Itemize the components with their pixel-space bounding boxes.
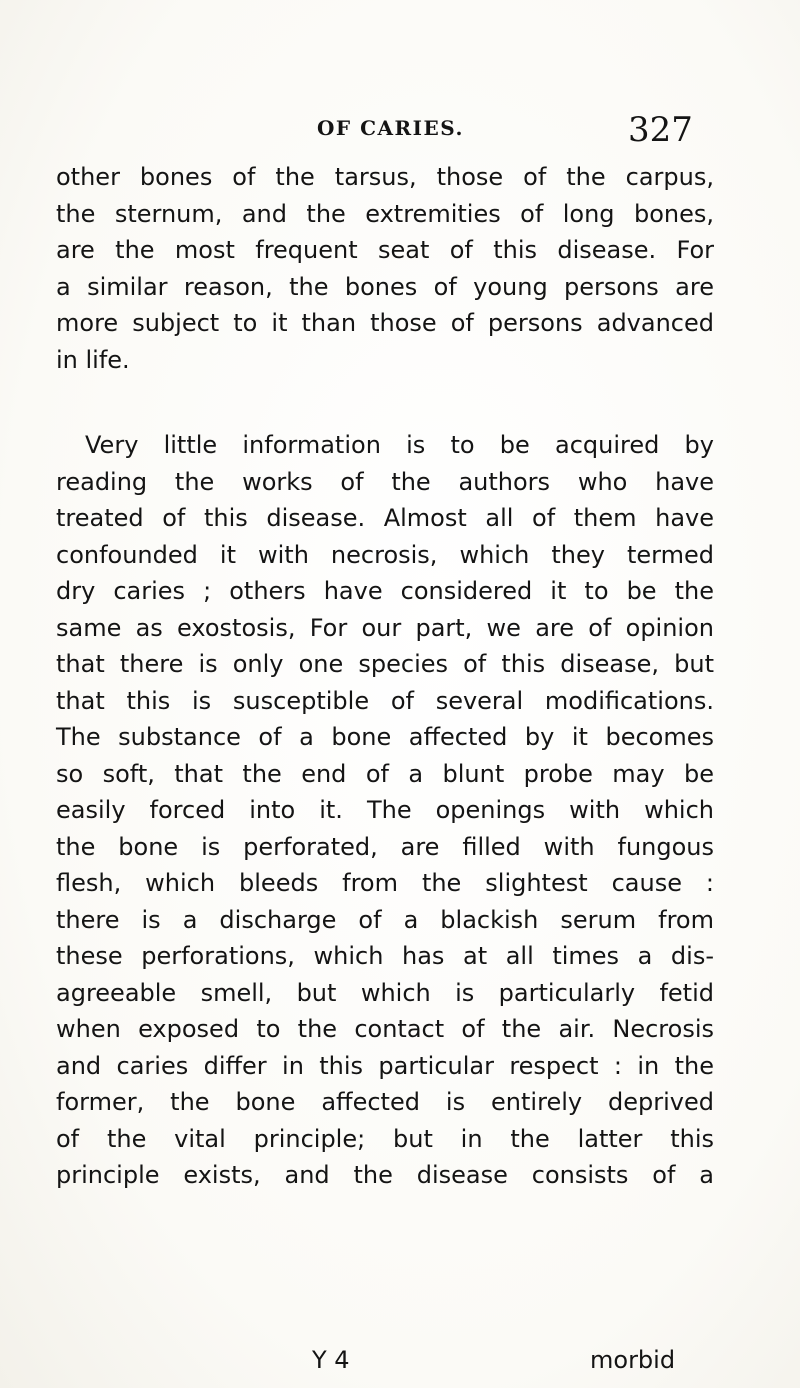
text-line: reading the works of the authors who have (56, 467, 714, 496)
text-line: principle exists, and the disease consists of a (56, 1161, 714, 1189)
text-line: the bone is perforated, are filled with fungous (56, 832, 714, 861)
text-line: confounded it with necrosis, which they termed (56, 540, 714, 569)
paragraph-1 (56, 159, 714, 378)
text-line: the sternum, and the extremities of long bones, (56, 199, 714, 228)
text-line: in life. (56, 345, 130, 374)
signature-mark: Y 4 (312, 1346, 350, 1374)
text-line: that there is only one species of this disease, but (56, 650, 714, 678)
text-line: more subject to it than those of persons advanced (56, 309, 714, 337)
paragraph-2 (56, 427, 714, 1194)
text-line: these perforations, which has at all times a dis- (56, 942, 714, 970)
text-line: a similar reason, the bones of young persons are (56, 272, 714, 301)
page-number: 327 (628, 110, 693, 150)
text-line: treated of this disease. Almost all of them have (56, 504, 714, 532)
text-line: other bones of the tarsus, those of the carpus, (56, 163, 714, 191)
catchword: morbid (590, 1346, 676, 1374)
text-line: that this is susceptible of several modifications. (56, 686, 714, 715)
text-line: flesh, which bleeds from the slightest cause : (56, 869, 714, 897)
text-line: The substance of a bone affected by it becomes (56, 723, 714, 751)
running-title: OF CARIES. (317, 116, 464, 140)
text-line: are the most frequent seat of this disease. For (56, 236, 714, 264)
text-line: of the vital principle; but in the latter this (56, 1124, 714, 1153)
text-line: when exposed to the contact of the air. Necrosis (56, 1015, 714, 1043)
text-line: easily forced into it. The openings with which (56, 796, 714, 824)
text-line: and caries differ in this particular respect : in the (56, 1051, 714, 1080)
text-line: dry caries ; others have considered it to be the (56, 577, 714, 605)
text-line: agreeable smell, but which is particularly fetid (56, 978, 714, 1007)
page-header (0, 110, 800, 156)
text-line: former, the bone affected is entirely deprived (56, 1088, 714, 1116)
text-line: same as exostosis, For our part, we are of opinion (56, 613, 714, 642)
text-line: so soft, that the end of a blunt probe may be (56, 759, 714, 788)
text-line: there is a discharge of a blackish serum from (56, 905, 714, 934)
page-footer (0, 1346, 800, 1382)
text-line: Very little information is to be acquired by (85, 431, 714, 459)
